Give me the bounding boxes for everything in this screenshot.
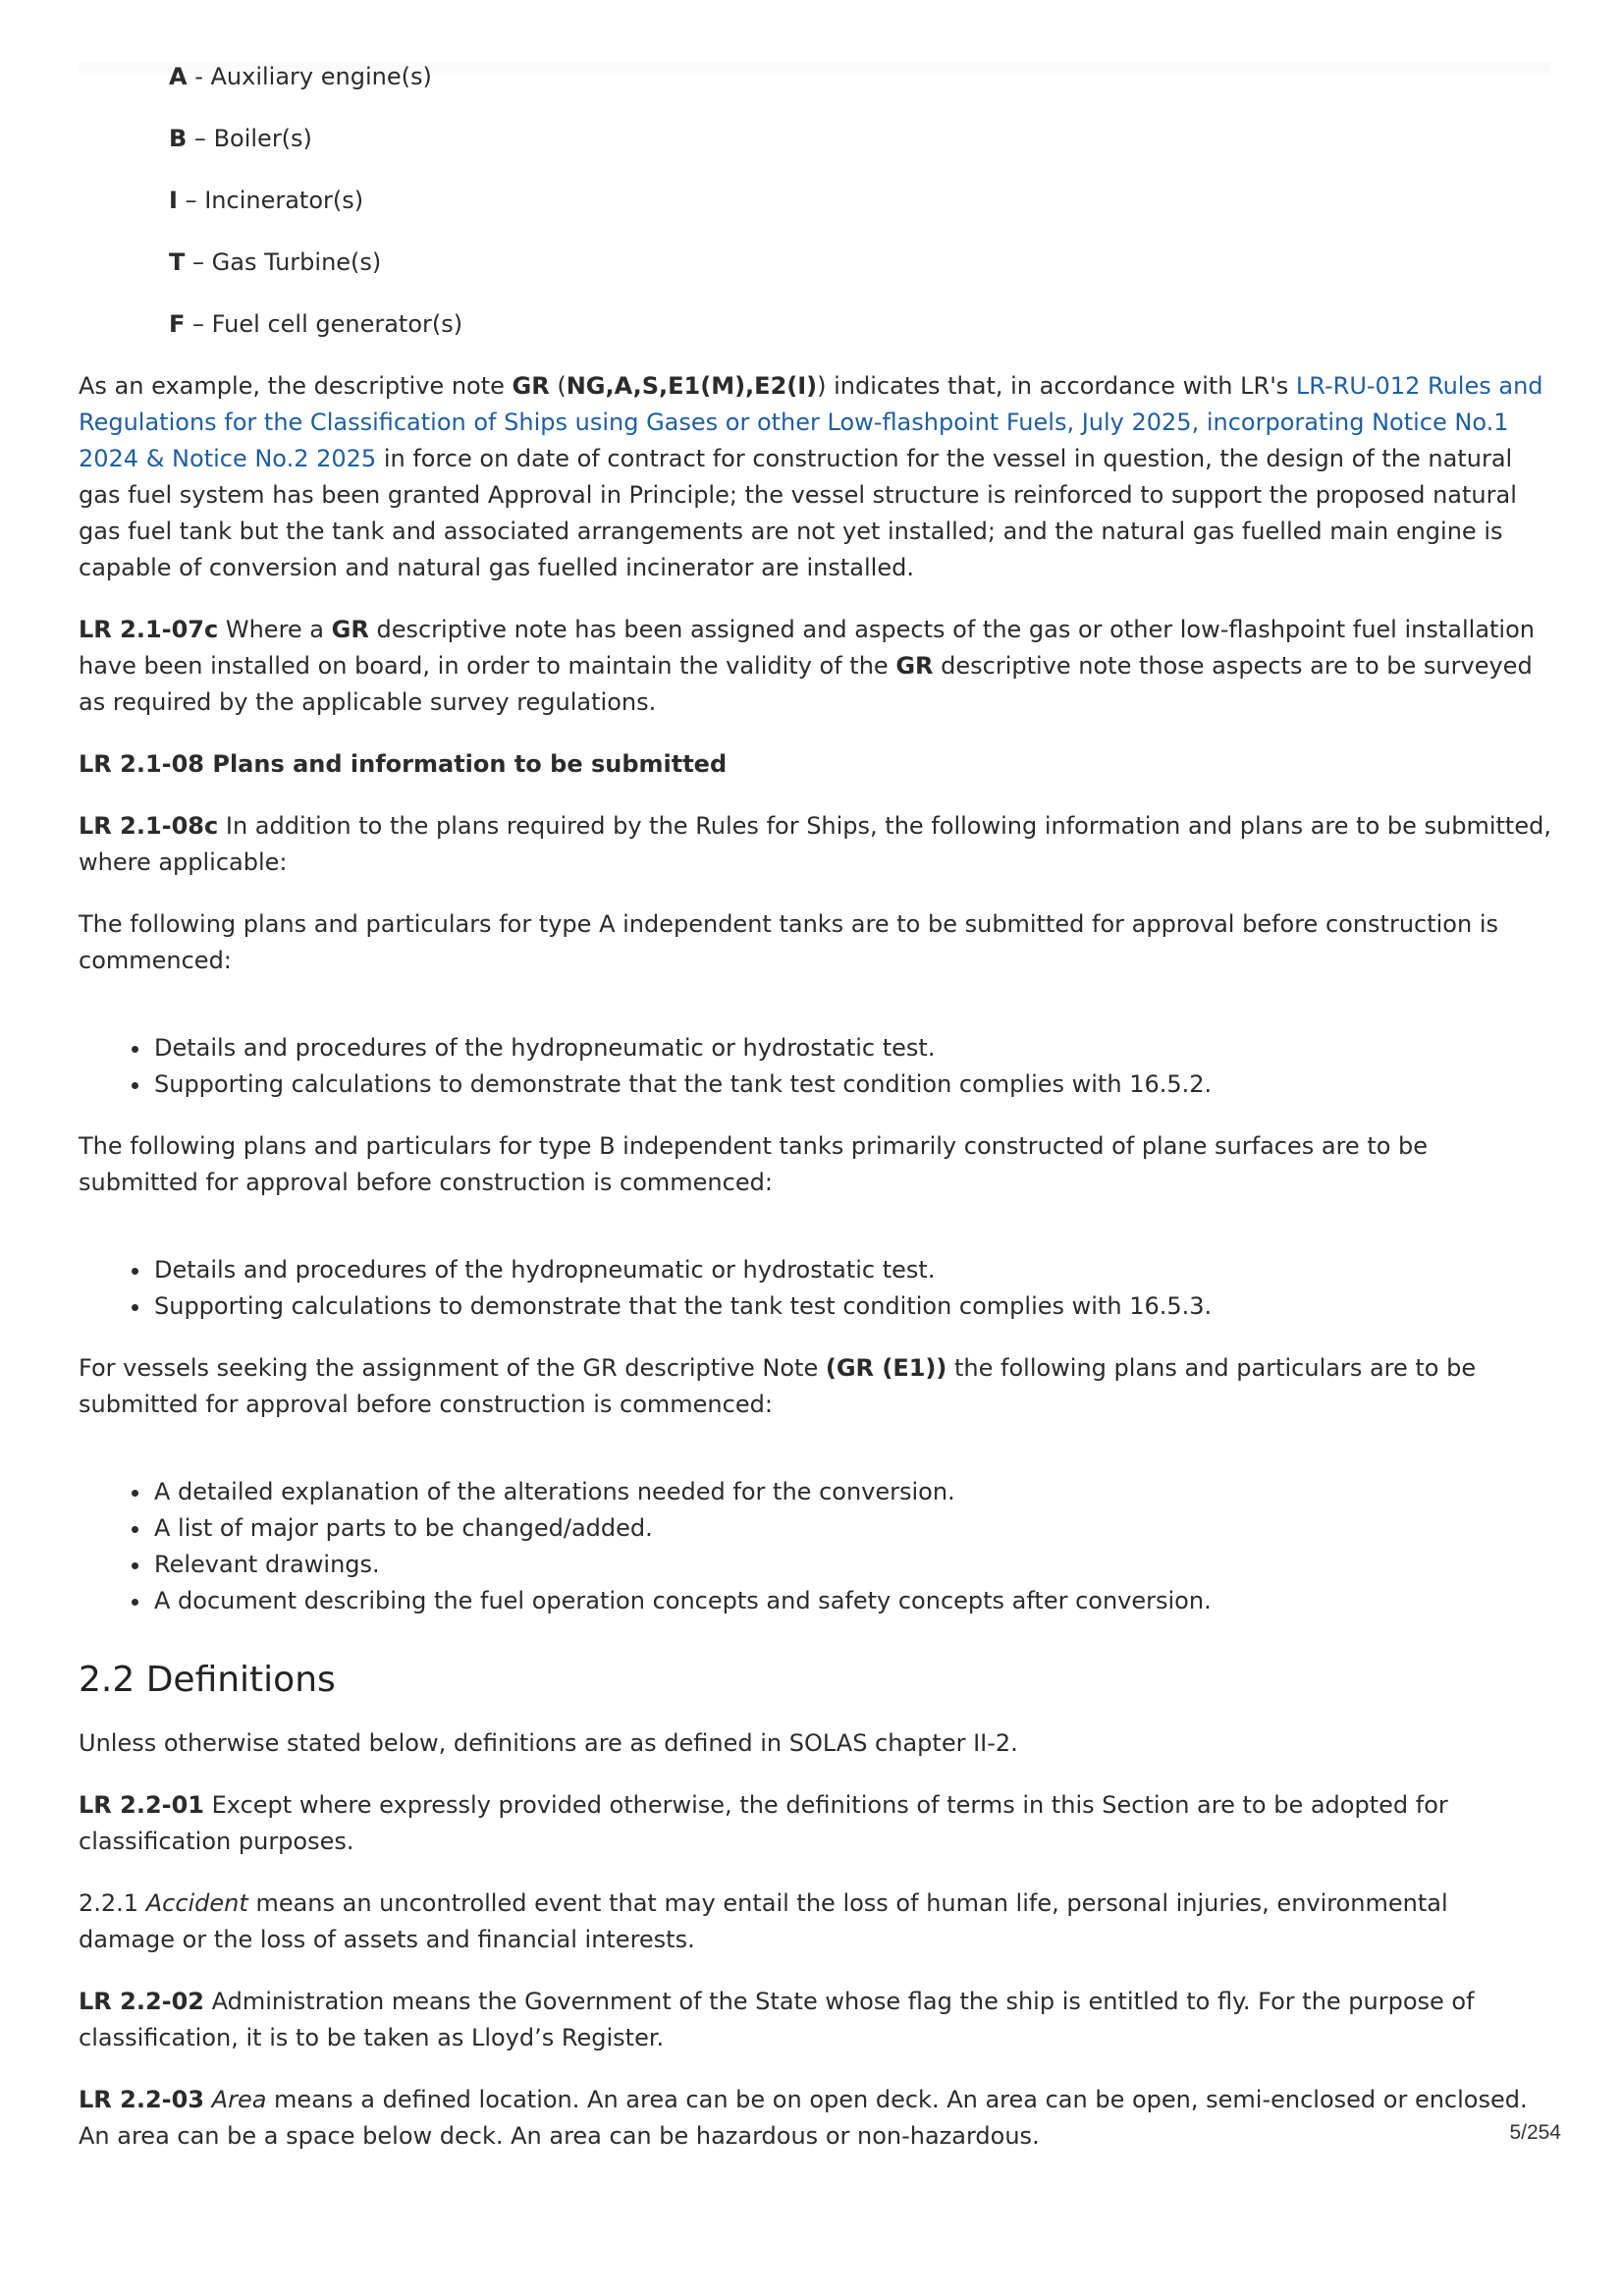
subheading-2-1-08: LR 2.1-08 Plans and information to be submitted	[79, 750, 728, 778]
list-item: T – Gas Turbine(s)	[169, 248, 382, 276]
list-item: I – Incinerator(s)	[169, 187, 364, 214]
list-item: • Details and procedures of the hydropneumatic or hydrostatic test.	[152, 1252, 1551, 1288]
definition-2-2-01: LR 2.2-01 Except where expressly provided otherwise, the definitions of terms in this Section are to be adopted for classification purposes.	[79, 1791, 1448, 1855]
document-page	[79, 59, 1551, 2180]
type-a-intro: The following plans and particulars for type A independent tanks are to be submitted for approval before construction is commenced:	[79, 910, 1498, 974]
definition-2-2-1: 2.2.1 Accident means an uncontrolled event that may entail the loss of human life, personal injuries, environmental damage or the loss of assets and financial interests.	[79, 1889, 1448, 1953]
list-item: F – Fuel cell generator(s)	[169, 310, 463, 338]
list-item: • A detailed explanation of the alterations needed for the conversion.	[152, 1474, 1551, 1510]
type-a-list	[79, 1030, 1551, 1103]
conversion-intro: For vessels seeking the assignment of the GR descriptive Note (GR (E1)) the following plans and particulars are to be submitted for approval before construction is commenced:	[79, 1354, 1477, 1418]
list-item: • Supporting calculations to demonstrate that the tank test condition complies with 16.5.2.	[152, 1066, 1551, 1103]
definition-2-2-03: LR 2.2-03 Area means a defined location. An area can be on open deck. An area can be open, semi-enclosed or enclosed. An area can be a space below deck. An area can be hazardous or non-hazardous.	[79, 2086, 1528, 2150]
rules-link[interactable]: LR-RU-012 Rules and Regulations for the Classification of Ships using Gases or other Low-flashpoint Fuels, July 2025, incorporating Notice No.1 2024 & Notice No.2 2025	[79, 372, 1543, 472]
paragraph-2-1-07c: LR 2.1-07c Where a GR descriptive note has been assigned and aspects of the gas or other low-flashpoint fuel installation have been installed on board, in order to maintain the validity of the GR descriptive note those aspects are to be surveyed as required by the applicable survey regulations.	[79, 616, 1535, 716]
list-item: • A list of major parts to be changed/added.	[152, 1510, 1551, 1547]
list-item: • Relevant drawings.	[152, 1547, 1551, 1583]
type-b-list	[79, 1252, 1551, 1325]
paragraph-2-1-08c: LR 2.1-08c In addition to the plans required by the Rules for Ships, the following information and plans are to be submitted, where applicable:	[79, 812, 1551, 876]
list-item: A - Auxiliary engine(s)	[169, 63, 432, 90]
definition-2-2-02: LR 2.2-02 Administration means the Government of the State whose flag the ship is entitled to fly. For the purpose of classification, it is to be taken as Lloyd’s Register.	[79, 1988, 1475, 2051]
conversion-list	[79, 1474, 1551, 1619]
gr-code-list	[79, 59, 1551, 343]
list-item: B – Boiler(s)	[169, 125, 312, 152]
definitions-intro: Unless otherwise stated below, definitions are as defined in SOLAS chapter II-2.	[79, 1729, 1018, 1757]
list-item: • A document describing the fuel operation concepts and safety concepts after conversion.	[152, 1583, 1551, 1619]
section-heading-definitions: 2.2 Definitions	[79, 1660, 336, 1700]
type-b-intro: The following plans and particulars for type B independent tanks primarily constructed of plane surfaces are to be submitted for approval before construction is commenced:	[79, 1132, 1429, 1196]
list-item: • Details and procedures of the hydropneumatic or hydrostatic test.	[152, 1030, 1551, 1066]
page-number: 5/254	[1509, 2121, 1561, 2144]
example-paragraph: As an example, the descriptive note GR (NG,A,S,E1(M),E2(I)) indicates that, in accordance with LR's LR-RU-012 Rules and Regulations for the Classification of Ships using Gases or other Low-flashpoint Fuels, July 2025, incorporating Notice No.1 2024 & Notice No.2 2025 in force on date of contract for construction for the vessel in question, the design of the natural gas fuel system has been granted Approval in Principle; the vessel structure is reinforced to support the proposed natural gas fuel tank but the tank and associated arrangements are not yet installed; and the natural gas fuelled main engine is capable of conversion and natural gas fuelled incinerator are installed.	[79, 372, 1543, 581]
list-item: • Supporting calculations to demonstrate that the tank test condition complies with 16.5.3.	[152, 1288, 1551, 1325]
